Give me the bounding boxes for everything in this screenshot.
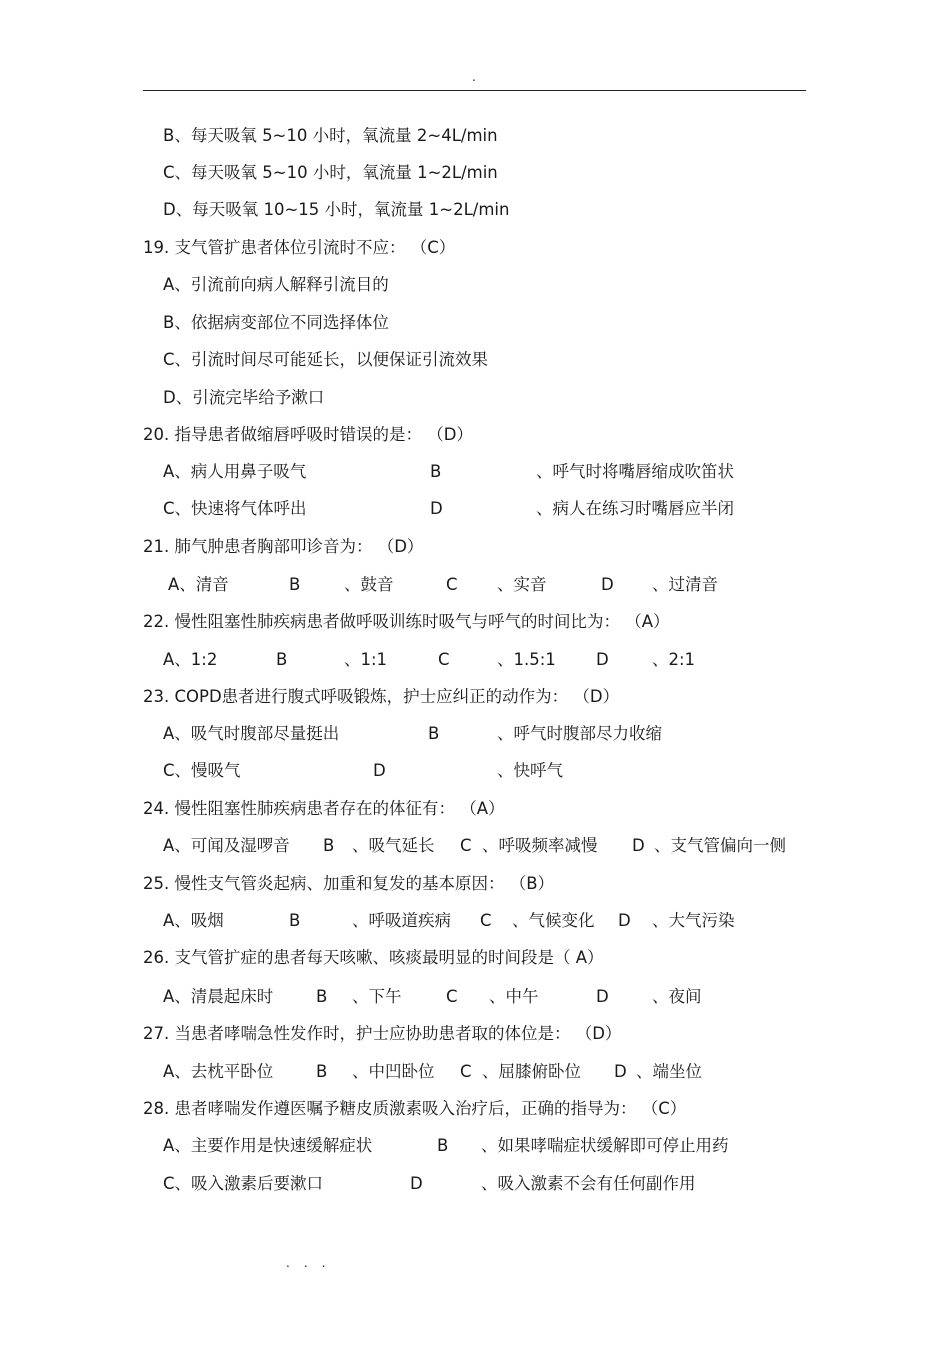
text-segment: C — [438, 650, 450, 669]
text-segment: A、可闻及湿啰音 — [163, 836, 290, 855]
text-segment: 22. 慢性阻塞性肺疾病患者做呼吸训练时吸气与呼气的时间比为： （A） — [143, 612, 670, 631]
text-segment: 23. COPD患者进行腹式呼吸锻炼，护士应纠正的动作为： （D） — [143, 687, 620, 706]
text-segment: C、引流时间尽可能延长，以便保证引流效果 — [163, 350, 489, 369]
text-segment: C — [446, 575, 458, 594]
text-segment: A、清晨起床时 — [163, 987, 274, 1006]
text-segment: D — [430, 499, 443, 518]
text-segment: 、气候变化 — [512, 911, 595, 930]
text-segment: C、慢吸气 — [163, 761, 241, 780]
text-segment: C、每天吸氧 5~10 小时，氧流量 1~2L/min — [163, 163, 498, 182]
text-segment: 、中凹卧位 — [352, 1062, 435, 1081]
text-segment: B — [289, 911, 301, 930]
text-segment: 、如果哮喘症状缓解即可停止用药 — [481, 1136, 729, 1155]
text-segment: A、清音 — [168, 575, 229, 594]
text-segment: 、端坐位 — [636, 1062, 702, 1081]
text-segment: D — [618, 911, 631, 930]
text-segment: B — [430, 462, 442, 481]
text-segment: B — [323, 836, 335, 855]
text-segment: A、去枕平卧位 — [163, 1062, 274, 1081]
text-segment: 、呼吸频率减慢 — [482, 836, 598, 855]
text-segment: 、2:1 — [652, 650, 696, 669]
text-segment: A、病人用鼻子吸气 — [163, 462, 307, 481]
text-segment: 、呼吸道疾病 — [352, 911, 451, 930]
text-segment: B — [437, 1136, 449, 1155]
text-segment: 、病人在练习时嘴唇应半闭 — [536, 499, 734, 518]
text-segment: C — [446, 987, 458, 1006]
text-segment: 、呼气时腹部尽力收缩 — [497, 724, 662, 743]
text-segment: B — [428, 724, 440, 743]
text-segment: B、依据病变部位不同选择体位 — [163, 313, 389, 332]
text-segment: C、吸入激素后要漱口 — [163, 1174, 324, 1193]
text-segment: D — [596, 987, 609, 1006]
text-segment: A、1:2 — [163, 650, 218, 669]
text-segment: C — [480, 911, 492, 930]
text-segment: B — [289, 575, 301, 594]
text-segment: 26. 支气管扩症的患者每天咳嗽、咳痰最明显的时间段是（ A） — [143, 948, 604, 967]
text-segment: 、吸气延长 — [352, 836, 435, 855]
text-segment: B — [316, 1062, 328, 1081]
footer-dots: ... — [286, 1256, 340, 1270]
text-segment: B — [316, 987, 328, 1006]
text-segment: D、引流完毕给予漱口 — [163, 388, 325, 407]
text-segment: A、吸气时腹部尽量挺出 — [163, 724, 340, 743]
header-dot: . — [472, 70, 476, 84]
text-segment: 、中午 — [489, 987, 539, 1006]
text-segment: A、引流前向病人解释引流目的 — [163, 275, 389, 294]
text-segment: 25. 慢性支气管炎起病、加重和复发的基本原因： （B） — [143, 874, 555, 893]
text-segment: A、主要作用是快速缓解症状 — [163, 1136, 373, 1155]
text-segment: A、吸烟 — [163, 911, 224, 930]
text-segment: 、1:1 — [344, 650, 388, 669]
text-segment: 、过清音 — [652, 575, 718, 594]
text-segment: 、1.5:1 — [497, 650, 556, 669]
header-rule — [143, 90, 806, 91]
text-segment: D、每天吸氧 10~15 小时，氧流量 1~2L/min — [163, 200, 510, 219]
text-segment: B、每天吸氧 5~10 小时，氧流量 2~4L/min — [163, 126, 498, 145]
text-segment: D — [373, 761, 386, 780]
text-segment: 、吸入激素不会有任何副作用 — [481, 1174, 696, 1193]
text-segment: 、下午 — [352, 987, 402, 1006]
text-segment: 24. 慢性阻塞性肺疾病患者存在的体征有： （A） — [143, 799, 505, 818]
text-segment: C — [460, 1062, 472, 1081]
text-segment: 、鼓音 — [344, 575, 394, 594]
text-segment: 19. 支气管扩患者体位引流时不应： （C） — [143, 238, 456, 257]
text-segment: D — [410, 1174, 423, 1193]
text-segment: D — [614, 1062, 627, 1081]
text-segment: 、屈膝俯卧位 — [482, 1062, 581, 1081]
text-segment: D — [632, 836, 645, 855]
text-segment: 、支气管偏向一侧 — [654, 836, 786, 855]
text-segment: 、快呼气 — [497, 761, 563, 780]
text-segment: C、快速将气体呼出 — [163, 499, 307, 518]
text-segment: 28. 患者哮喘发作遵医嘱予糖皮质激素吸入治疗后，正确的指导为： （C） — [143, 1099, 687, 1118]
text-segment: D — [596, 650, 609, 669]
text-segment: 27. 当患者哮喘急性发作时，护士应协助患者取的体位是： （D） — [143, 1024, 622, 1043]
text-segment: D — [601, 575, 614, 594]
text-segment: C — [460, 836, 472, 855]
text-segment: 、大气污染 — [652, 911, 735, 930]
text-segment: 、实音 — [497, 575, 547, 594]
text-segment: 、呼气时将嘴唇缩成吹笛状 — [536, 462, 734, 481]
text-segment: B — [276, 650, 288, 669]
text-segment: 、夜间 — [652, 987, 702, 1006]
text-segment: 21. 肺气肿患者胸部叩诊音为： （D） — [143, 537, 424, 556]
text-segment: 20. 指导患者做缩唇呼吸时错误的是： （D） — [143, 425, 473, 444]
